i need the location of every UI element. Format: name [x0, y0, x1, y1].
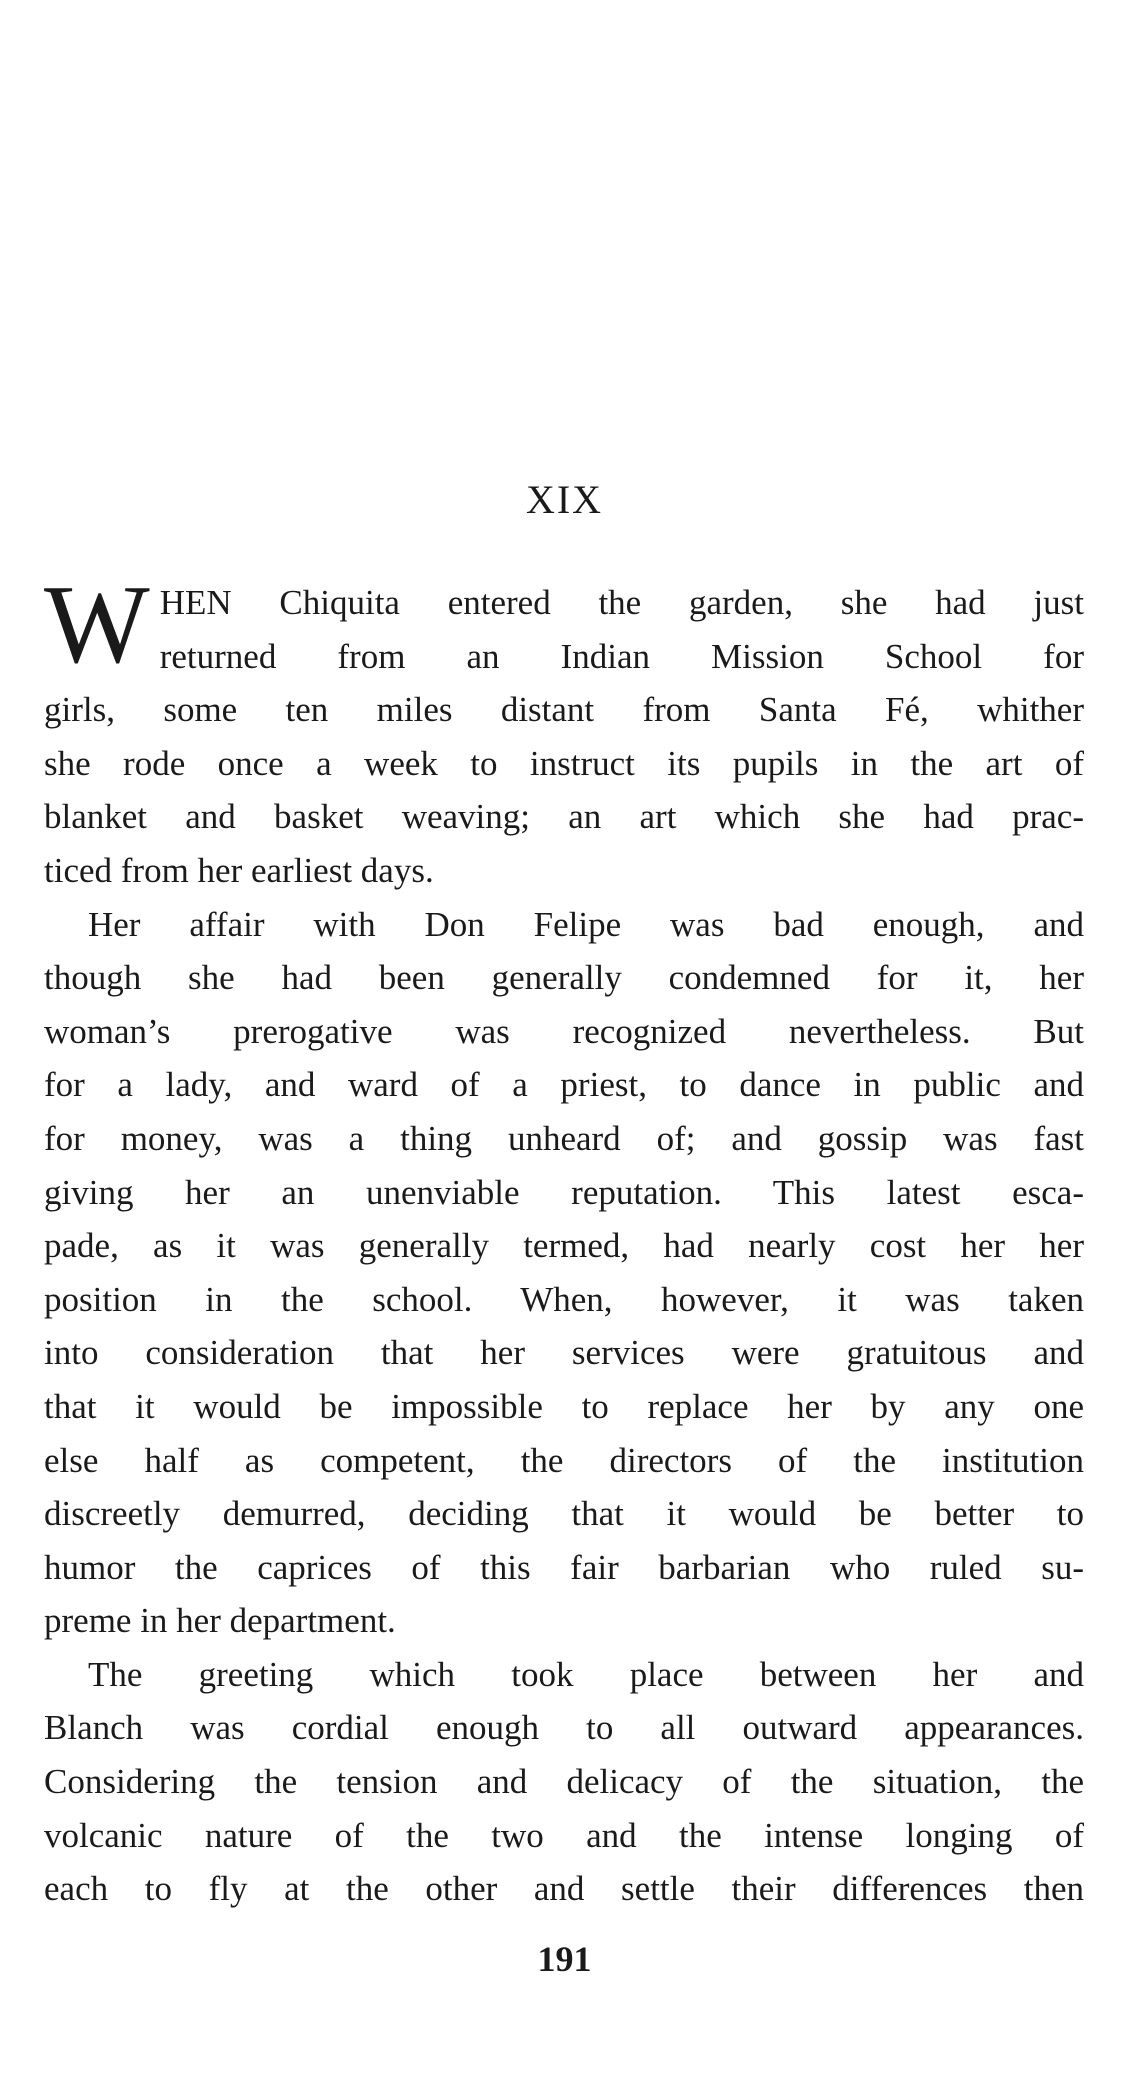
text-line: she rode once a week to instruct its pupils in the art of [44, 743, 1084, 783]
text-line: The greeting which took place between her and [88, 1654, 1084, 1694]
paragraph-2 [44, 898, 1084, 1648]
text-line: for a lady, and ward of a priest, to dance in public and [44, 1065, 1084, 1105]
text-line: humor the caprices of this fair barbarian who ruled su- [44, 1547, 1084, 1587]
text-line: Blanch was cordial enough to all outward appearances. [44, 1708, 1084, 1748]
text-line: position in the school. When, however, it was taken [44, 1279, 1084, 1319]
text-line: Her affair with Don Felipe was bad enough, and [88, 904, 1084, 944]
chapter-heading: XIX [525, 477, 604, 522]
text-line: though she had been generally condemned for it, her [44, 958, 1084, 998]
text-line: that it would be impossible to replace her by any one [44, 1386, 1084, 1426]
text-line: else half as competent, the directors of the institution [44, 1440, 1084, 1480]
text-line: discreetly demurred, deciding that it would be better to [44, 1494, 1084, 1534]
text-line: girls, some ten miles distant from Santa Fé, whither [44, 690, 1084, 730]
text-line: ticed from her earliest days. [44, 850, 434, 890]
text-line: giving her an unenviable reputation. This latest esca- [44, 1172, 1084, 1212]
paragraph-3 [44, 1648, 1084, 1916]
text-line: Considering the tension and delicacy of the situation, the [44, 1762, 1084, 1802]
text-line: pade, as it was generally termed, had nearly cost her her [44, 1226, 1084, 1266]
text-line: preme in her department. [44, 1601, 396, 1641]
text-line: volcanic nature of the two and the intense longing of [44, 1815, 1084, 1855]
body-text [44, 563, 1084, 1916]
text-line: each to fly at the other and settle their differences then [44, 1869, 1084, 1909]
drop-cap: W [44, 563, 150, 687]
text-line: HEN Chiquita entered the garden, she had just [159, 583, 1084, 622]
text-line: blanket and basket weaving; an art which she had prac- [44, 797, 1084, 837]
page-number: 191 [537, 1939, 592, 1979]
paragraph-1 [44, 563, 1084, 898]
text-line: returned from an Indian Mission School for [159, 636, 1084, 676]
text-line: for money, was a thing unheard of; and gossip was fast [44, 1118, 1084, 1158]
text-line: into consideration that her services were gratuitous and [44, 1333, 1084, 1373]
text-line: woman’s prerogative was recognized nevertheless. But [44, 1011, 1084, 1051]
